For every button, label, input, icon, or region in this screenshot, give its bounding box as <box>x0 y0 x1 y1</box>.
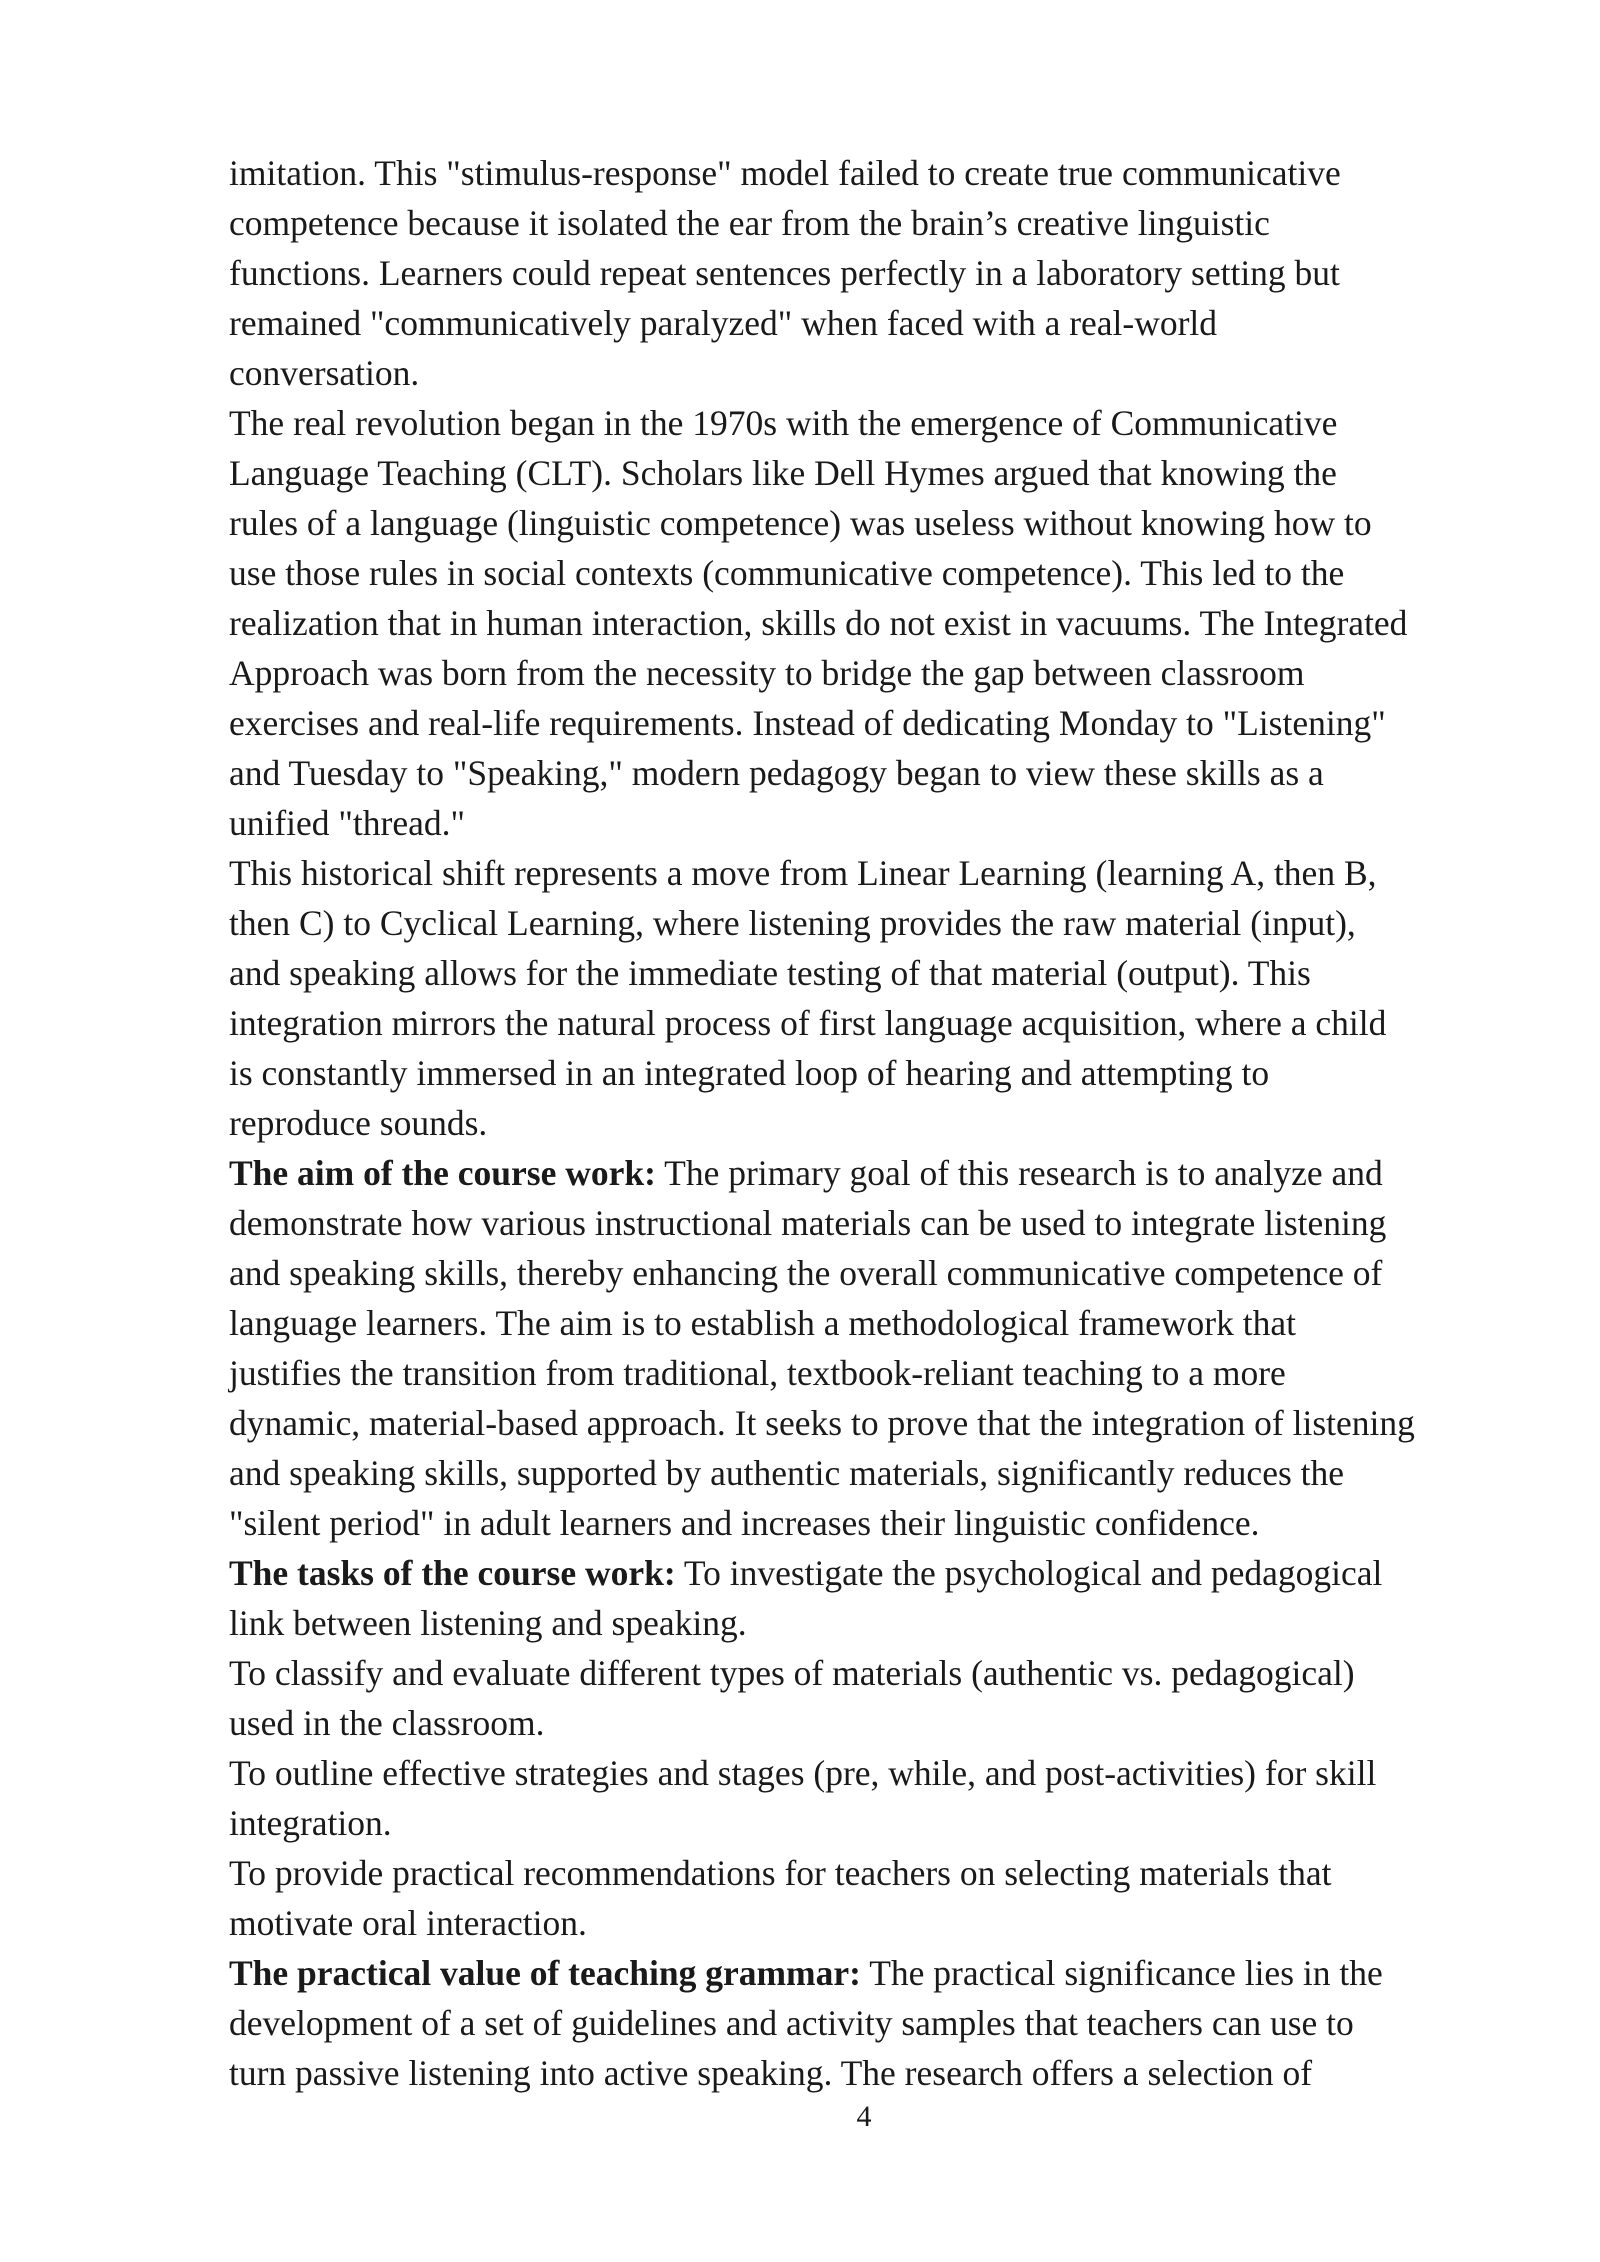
text-line <box>229 1348 1509 1398</box>
text-line <box>229 1248 1509 1298</box>
text-line <box>229 1448 1509 1498</box>
line-text: language learners. The aim is to establish a methodological framework that <box>229 1303 1296 1343</box>
text-line <box>229 1748 1509 1798</box>
page-number: 4 <box>856 2100 872 2133</box>
text-line <box>229 398 1509 448</box>
line-text: competence because it isolated the ear from the brain’s creative linguistic <box>229 203 1270 243</box>
line-text: dynamic, material-based approach. It seeks to prove that the integration of listening <box>229 1403 1415 1443</box>
text-line <box>229 1598 1509 1648</box>
line-text: Approach was born from the necessity to bridge the gap between classroom <box>229 653 1305 693</box>
text-line <box>229 448 1509 498</box>
text-line <box>229 1498 1509 1548</box>
line-text: is constantly immersed in an integrated loop of hearing and attempting to <box>229 1053 1270 1093</box>
text-line <box>229 1998 1509 2048</box>
line-text: and speaking skills, thereby enhancing the overall communicative competence of <box>229 1253 1383 1293</box>
text-line <box>229 1098 1509 1148</box>
text-line <box>229 198 1509 248</box>
line-text: To classify and evaluate different types of materials (authentic vs. pedagogical) <box>229 1653 1355 1693</box>
text-line <box>229 1548 1509 1598</box>
line-text: The real revolution began in the 1970s with the emergence of Communicative <box>229 403 1338 443</box>
line-text: realization that in human interaction, skills do not exist in vacuums. The Integrated <box>229 603 1408 643</box>
text-line <box>229 848 1509 898</box>
text-line <box>229 748 1509 798</box>
line-text: use those rules in social contexts (communicative competence). This led to the <box>229 553 1345 593</box>
body-text <box>229 148 1509 2098</box>
line-text: and speaking allows for the immediate testing of that material (output). This <box>229 953 1311 993</box>
line-text: link between listening and speaking. <box>229 1603 747 1643</box>
text-line <box>229 1698 1509 1748</box>
text-line <box>229 648 1509 698</box>
line-text: unified "thread." <box>229 803 465 843</box>
text-line <box>229 548 1509 598</box>
text-line <box>229 148 1509 198</box>
text-line <box>229 1298 1509 1348</box>
line-text: functions. Learners could repeat sentences perfectly in a laboratory setting but <box>229 253 1340 293</box>
bold-heading: The aim of the course work: <box>229 1153 656 1193</box>
line-text: turn passive listening into active speaking. The research offers a selection of <box>229 2053 1313 2093</box>
line-text: To provide practical recommendations for teachers on selecting materials that <box>229 1853 1332 1893</box>
line-text: integration. <box>229 1803 392 1843</box>
line-text: Language Teaching (CLT). Scholars like Dell Hymes argued that knowing the <box>229 453 1337 493</box>
text-line <box>229 1398 1509 1448</box>
text-line <box>229 1648 1509 1698</box>
line-text: and Tuesday to "Speaking," modern pedagogy began to view these skills as a <box>229 753 1324 793</box>
text-line <box>229 298 1509 348</box>
line-text: used in the classroom. <box>229 1703 545 1743</box>
line-text: then C) to Cyclical Learning, where listening provides the raw material (input), <box>229 903 1356 943</box>
line-text: The primary goal of this research is to analyze and <box>655 1153 1383 1193</box>
text-line <box>229 798 1509 848</box>
line-text: "silent period" in adult learners and increases their linguistic confidence. <box>229 1503 1260 1543</box>
text-line <box>229 1898 1509 1948</box>
text-line <box>229 898 1509 948</box>
line-text: integration mirrors the natural process of first language acquisition, where a child <box>229 1003 1387 1043</box>
text-line <box>229 498 1509 548</box>
text-line <box>229 248 1509 298</box>
line-text: demonstrate how various instructional materials can be used to integrate listening <box>229 1203 1387 1243</box>
line-text: and speaking skills, supported by authentic materials, significantly reduces the <box>229 1453 1345 1493</box>
text-line <box>229 598 1509 648</box>
text-line <box>229 1048 1509 1098</box>
line-text: justifies the transition from traditional, textbook-reliant teaching to a more <box>229 1353 1286 1393</box>
bold-heading: The tasks of the course work: <box>229 1553 676 1593</box>
text-line <box>229 1798 1509 1848</box>
line-text: reproduce sounds. <box>229 1103 488 1143</box>
text-line <box>229 348 1509 398</box>
text-line <box>229 1148 1509 1198</box>
line-text: remained "communicatively paralyzed" when faced with a real-world <box>229 303 1218 343</box>
bold-heading: The practical value of teaching grammar: <box>229 1953 861 1993</box>
line-text: The practical significance lies in the <box>860 1953 1383 1993</box>
text-line <box>229 998 1509 1048</box>
line-text: exercises and real-life requirements. Instead of dedicating Monday to "Listening" <box>229 703 1386 743</box>
text-line <box>229 2048 1509 2098</box>
line-text: development of a set of guidelines and activity samples that teachers can use to <box>229 2003 1354 2043</box>
line-text: This historical shift represents a move from Linear Learning (learning A, then B, <box>229 853 1377 893</box>
line-text: To investigate the psychological and pedagogical <box>675 1553 1383 1593</box>
line-text: conversation. <box>229 353 420 393</box>
text-line <box>229 1198 1509 1248</box>
text-line <box>229 1848 1509 1898</box>
text-line <box>229 698 1509 748</box>
line-text: imitation. This "stimulus-response" model failed to create true communicative <box>229 153 1341 193</box>
text-line <box>229 1948 1509 1998</box>
text-line <box>229 948 1509 998</box>
line-text: rules of a language (linguistic competence) was useless without knowing how to <box>229 503 1372 543</box>
line-text: To outline effective strategies and stages (pre, while, and post-activities) for skill <box>229 1753 1377 1793</box>
line-text: motivate oral interaction. <box>229 1903 587 1943</box>
